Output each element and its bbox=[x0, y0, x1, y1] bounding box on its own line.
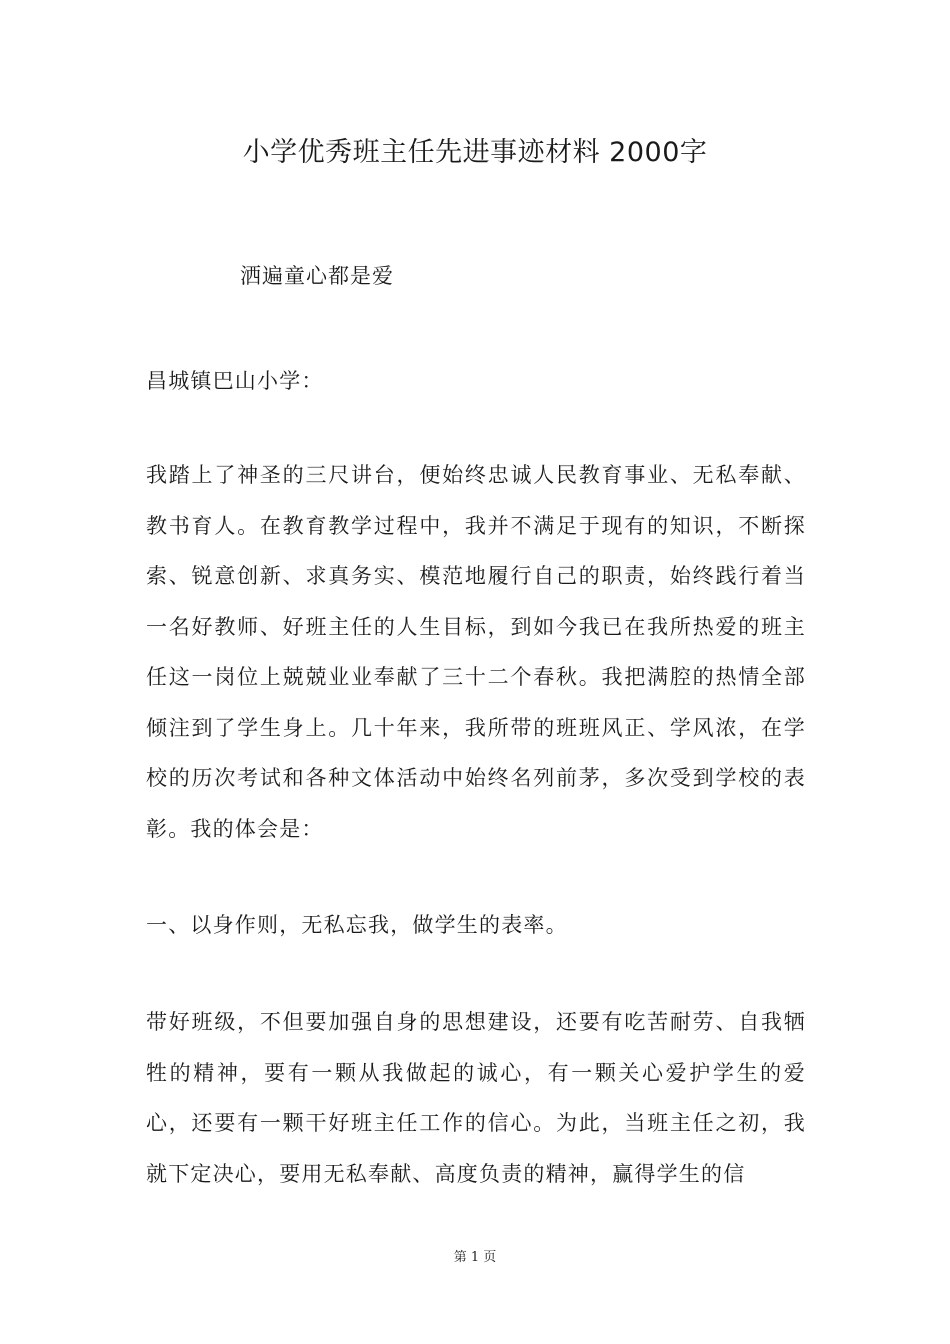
document-subtitle: 洒遍童心都是爱 bbox=[240, 264, 394, 288]
page-number: 第 1 页 bbox=[453, 1250, 497, 1265]
body-paragraph: 带好班级，不但要加强自身的思想建设，还要有吃苦耐劳、自我牺牲的精神，要有一颗从我做起的诚心，有一颗关心爱护学生的爱心，还要有一颗干好班主任工作的信心。为此，当班主任之初，我就下定决心，要用无私奉献、高度负责的精神，赢得学生的信 bbox=[146, 1010, 806, 1186]
salutation: 昌城镇巴山小学： bbox=[146, 369, 324, 393]
section-heading: 一、以身作则，无私忘我，做学生的表率。 bbox=[146, 913, 568, 937]
body-paragraph: 我踏上了神圣的三尺讲台，便始终忠诚人民教育事业、无私奉献、教书育人。在教育教学过程中，我并不满足于现有的知识，不断探索、锐意创新、求真务实、模范地履行自己的职责，始终践行着当一名好教师、好班主任的人生目标，到如今我已在我所热爱的班主任这一岗位上兢兢业业奉献了三十二个春秋。我把满腔的热情全部倾注到了学生身上。几十年来，我所带的班班风正、学风浓，在学校的历次考试和各种文体活动中始终名列前茅，多次受到学校的表彰。我的体会是： bbox=[146, 463, 806, 841]
document-title: 小学优秀班主任先进事迹材料 2000字 bbox=[242, 137, 708, 168]
